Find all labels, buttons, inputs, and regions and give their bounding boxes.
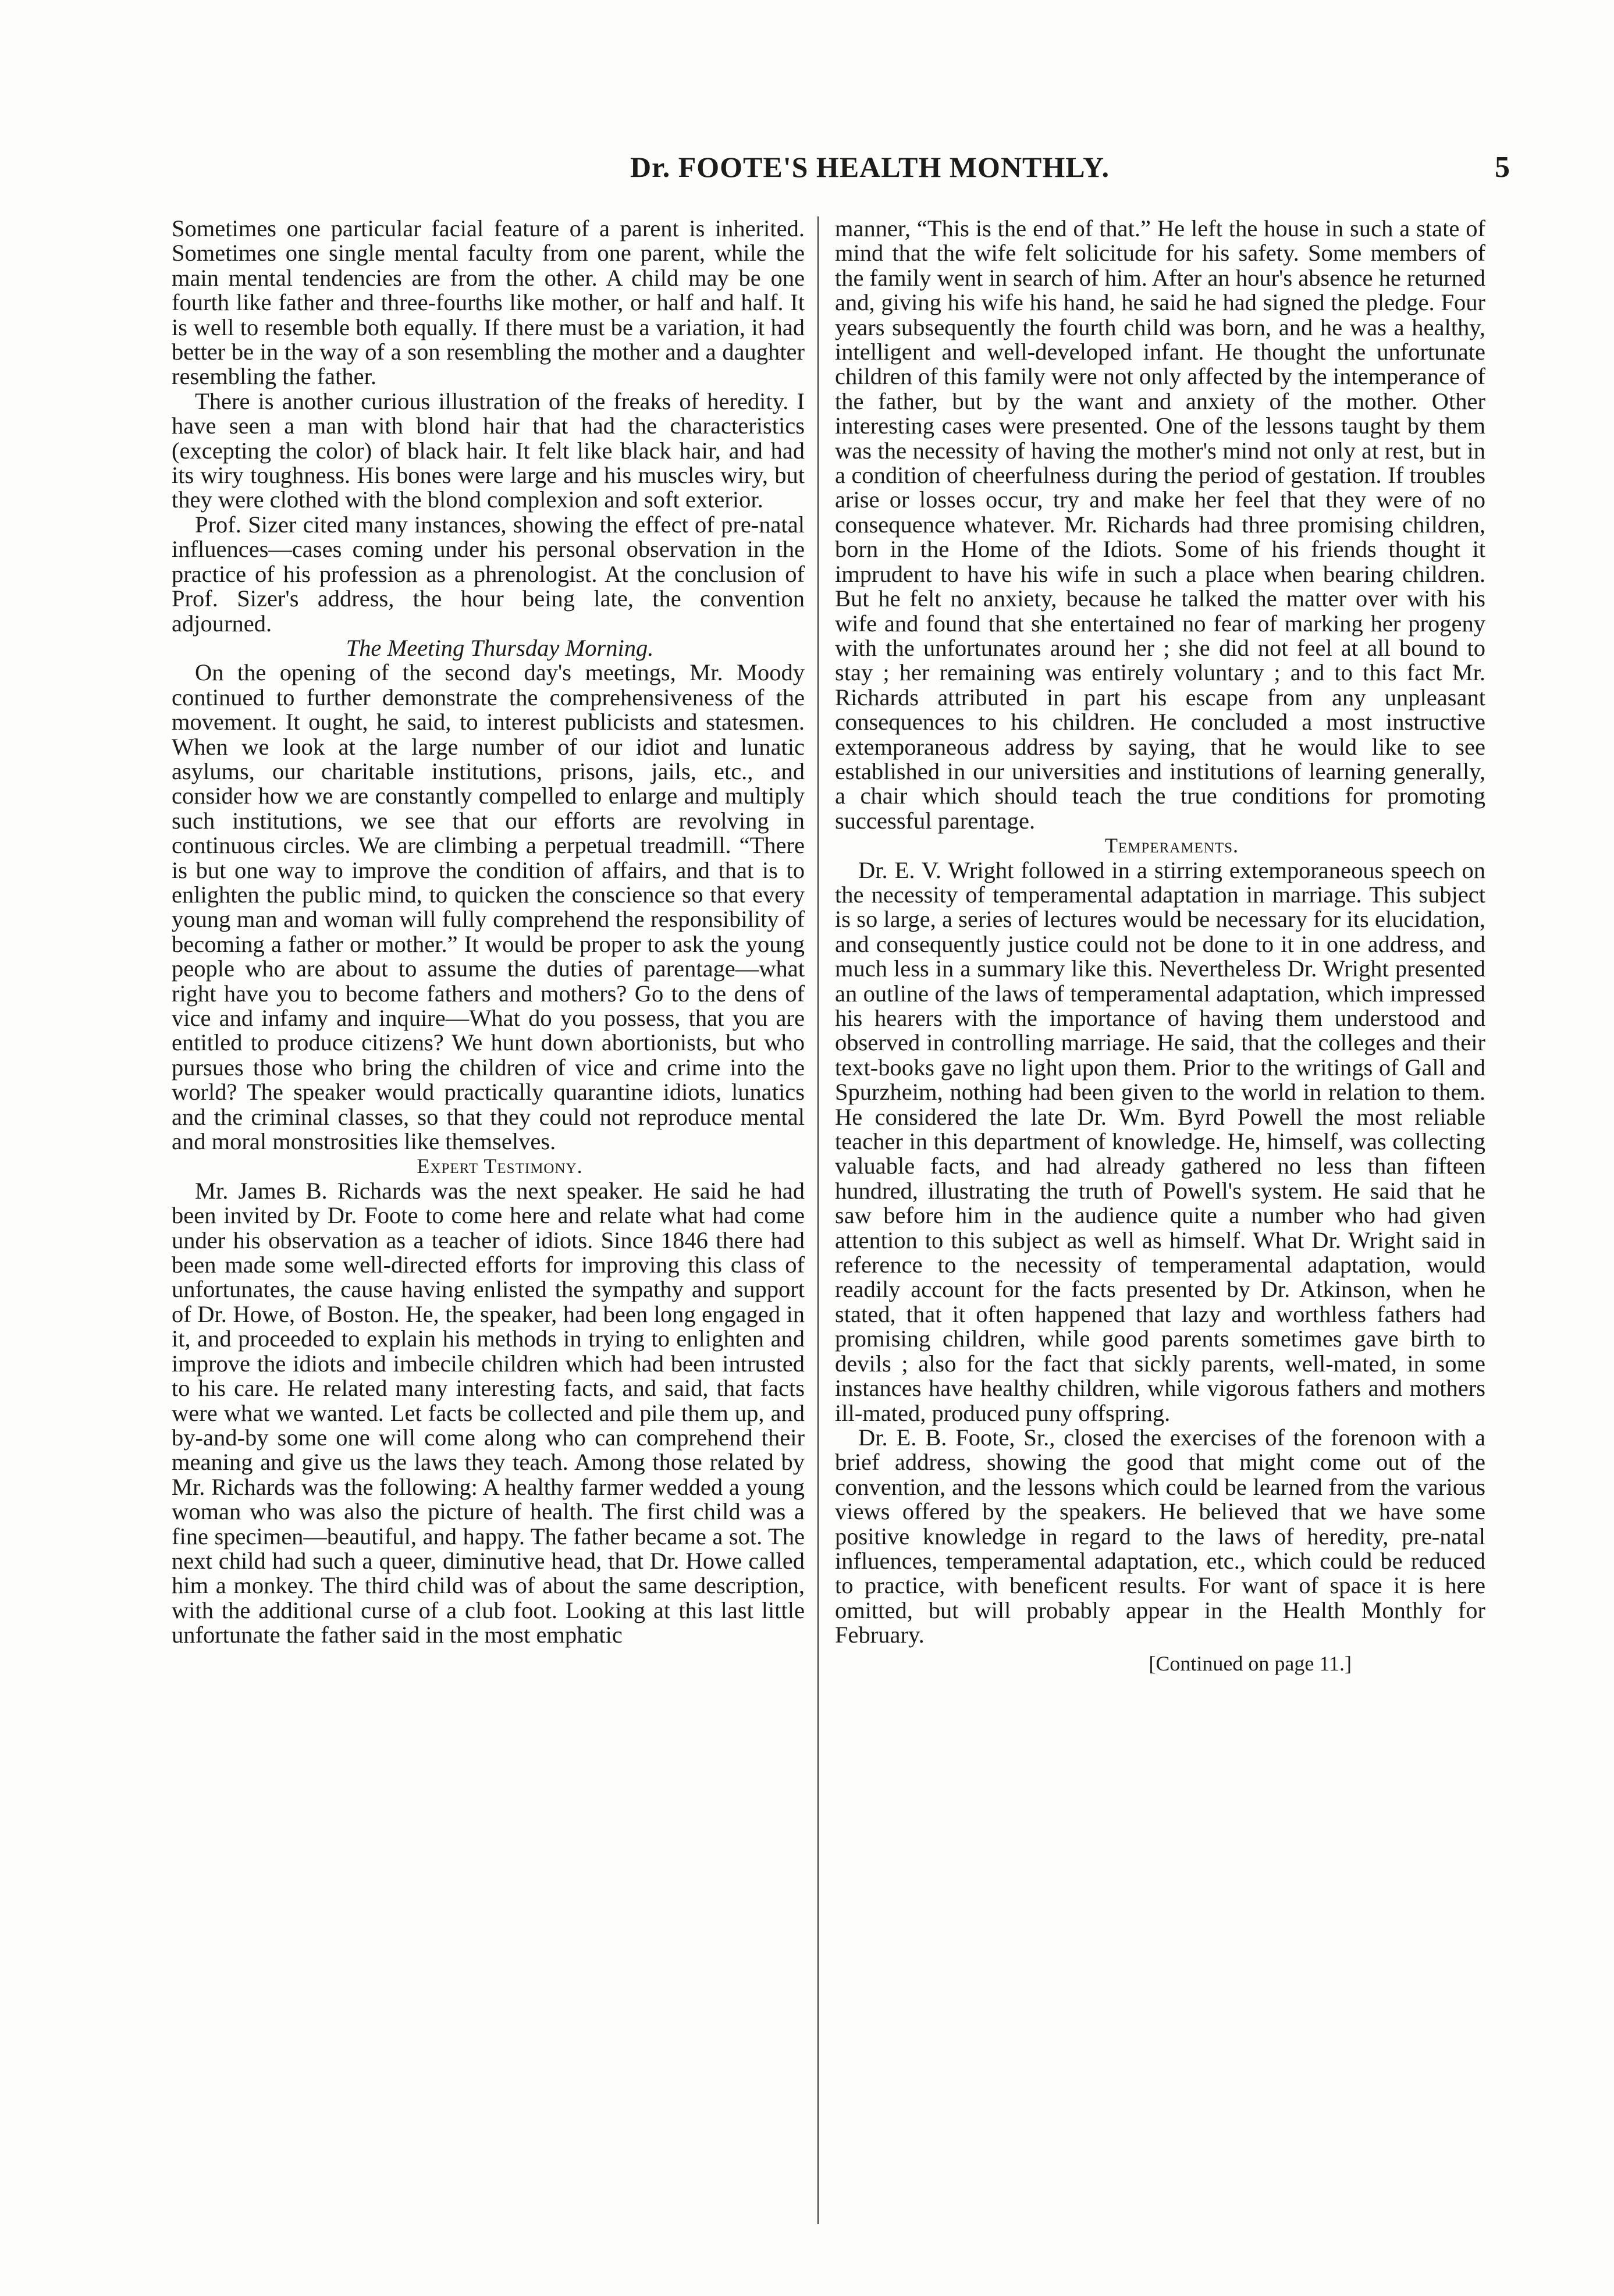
paragraph: Dr. E. B. Foote, Sr., closed the exercises of the forenoon with a brief address, showing the good that might come out of the convention, and the lessons which could be learned from the various views offered by the speakers. He believed that we have some positive knowledge in regard to the laws of heredity, pre-natal influences, temperamental adaptation, etc., which could be reduced to practice, with beneficent results. For want of space it is here omitted, but will probably appear in the Health Monthly for February. — [835, 1424, 1485, 1648]
page-number: 5 — [1495, 151, 1510, 184]
section-heading: Expert Testimony. — [417, 1154, 583, 1178]
running-title: Dr. FOOTE'S HEALTH MONTHLY. — [630, 151, 1110, 183]
page-header — [172, 150, 1510, 202]
left-column — [172, 216, 805, 1648]
continuation-note: [Continued on page 11.] — [1149, 1651, 1352, 1675]
section-heading: The Meeting Thursday Morning. — [346, 634, 654, 661]
paragraph: Prof. Sizer cited many instances, showing the effect of pre-natal influences—cases coming under his personal observation in the practice of his profession as a phrenologist. At the conclusion of Prof. Sizer's address, the hour being late, the convention adjourned. — [172, 511, 805, 637]
paragraph: manner, “This is the end of that.” He left the house in such a state of mind that the wife felt solicitude for his safety. Some members of the family went in search of him. After an hour's absence he returned and, giving his wife his hand, he said he had signed the pledge. Four years subsequently the fourth child was born, and he was a healthy, intelligent and well-developed infant. He thought the unfortunate children of this family were not only affected by the intemperance of the father, but by the want and anxiety of the mother. Other interesting cases were presented. One of the lessons taught by them was the necessity of having the mother's mind not only at rest, but in a condition of cheerfulness during the period of gestation. If troubles arise or losses occur, try and make her feel that they were of no consequence whatever. Mr. Richards had three promising children, born in the Home of the Idiots. Some of his friends thought it imprudent to have his wife in such a place when bearing children. But he felt no anxiety, because he talked the matter over with his wife and found that she entertained no fear of marking her progeny with the unfortunates around her ; she did not feel at all bound to stay ; her remaining was entirely voluntary ; and to this fact Mr. Richards attributed in part his escape from any unpleasant consequences to his children. He concluded a most instructive extemporaneous address by saying, that he would like to see established in our universities and institutions of learning generally, a chair which should teach the true conditions for promoting successful parentage. — [835, 215, 1485, 834]
paragraph: Sometimes one particular facial feature of a parent is inherited. Sometimes one single mental faculty from one parent, while the main mental tendencies are from the other. A child may be one fourth like father and three-fourths like mother, or half and half. It is well to resemble both equally. If there must be a variation, it had better be in the way of a son resembling the mother and a daughter resembling the father. — [172, 215, 805, 390]
right-column — [835, 216, 1485, 1676]
section-heading: Temperaments. — [1104, 834, 1239, 858]
paragraph: Mr. James B. Richards was the next speaker. He said he had been invited by Dr. Foote to come here and relate what had come under his observation as a teacher of idiots. Since 1846 there had been made some well-directed efforts for improving this class of unfortunates, the cause having enlisted the sympathy and support of Dr. Howe, of Boston. He, the speaker, had been long engaged in it, and proceeded to explain his methods in trying to enlighten and improve the idiots and imbecile children which had been intrusted to his care. He related many interesting facts, and said, that facts were what we wanted. Let facts be collected and pile them up, and by-and-by some one will come along who can comprehend their meaning and give us the laws they teach. Among those related by Mr. Richards was the following: A healthy farmer wedded a young woman who was also the picture of health. The first child was a fine specimen—beautiful, and happy. The father became a sot. The next child had such a queer, diminutive head, that Dr. Howe called him a monkey. The third child was of about the same description, with the additional curse of a club foot. Looking at this last little unfortunate the father said in the most emphatic — [172, 1177, 805, 1648]
paragraph: Dr. E. V. Wright followed in a stirring extemporaneous speech on the necessity of temperamental adaptation in marriage. This subject is so large, a series of lectures would be necessary for its elucidation, and consequently justice could not be done to it in one address, and much less in a summary like this. Nevertheless Dr. Wright presented an outline of the laws of temperamental adaptation, which impressed his hearers with the importance of having them understood and observed in controlling marriage. He said, that the colleges and their text-books gave no light upon them. Prior to the writings of Gall and Spurzheim, nothing had been given to the world in relation to them. He considered the late Dr. Wm. Byrd Powell the most reliable teacher in this department of knowledge. He, himself, was collecting valuable facts, and had already gathered no less than fifteen hundred, illustrating the truth of Powell's system. He said that he saw before him in the audience quite a number who had given attention to this subject as well as himself. What Dr. Wright said in reference to the necessity of temperamental adaptation, would readily account for the facts presented by Dr. Atkinson, when he stated, that it often happened that lazy and worthless fathers had promising children, while good parents sometimes gave birth to devils ; also for the fact that sickly parents, well-mated, in some instances have healthy children, while vigorous fathers and mothers ill-mated, produced puny offspring. — [835, 856, 1485, 1426]
article-body — [172, 216, 1504, 2230]
paragraph: There is another curious illustration of the freaks of heredity. I have seen a man with blond hair that had the characteristics (excepting the color) of black hair. It felt like black hair, and had its wiry toughness. His bones were large and his muscles wiry, but they were clothed with the blond complexion and soft exterior. — [172, 388, 805, 513]
paragraph: On the opening of the second day's meetings, Mr. Moody continued to further demonstrate the comprehensiveness of the movement. It ought, he said, to interest publicists and statesmen. When we look at the large number of our idiot and lunatic asylums, our charitable institutions, prisons, jails, etc., and consider how we are constantly compelled to enlarge and multiply such institutions, we see that our efforts are revolving in continuous circles. We are climbing a perpetual treadmill. “There is but one way to improve the condition of affairs, and that is to enlighten the public mind, to quicken the conscience so that every young man and woman will fully comprehend the responsibility of becoming a father or mother.” It would be proper to ask the young people who are about to assume the duties of parentage—what right have you to become fathers and mothers? Go to the dens of vice and infamy and inquire—What do you possess, that you are entitled to produce citizens? We hunt down abortionists, but who pursues those who bring the children of vice and crime into the world? The speaker would practically quarantine idiots, lunatics and the criminal classes, so that they could not reproduce mental and moral monstrosities like themselves. — [172, 659, 805, 1155]
column-divider — [817, 216, 819, 2224]
